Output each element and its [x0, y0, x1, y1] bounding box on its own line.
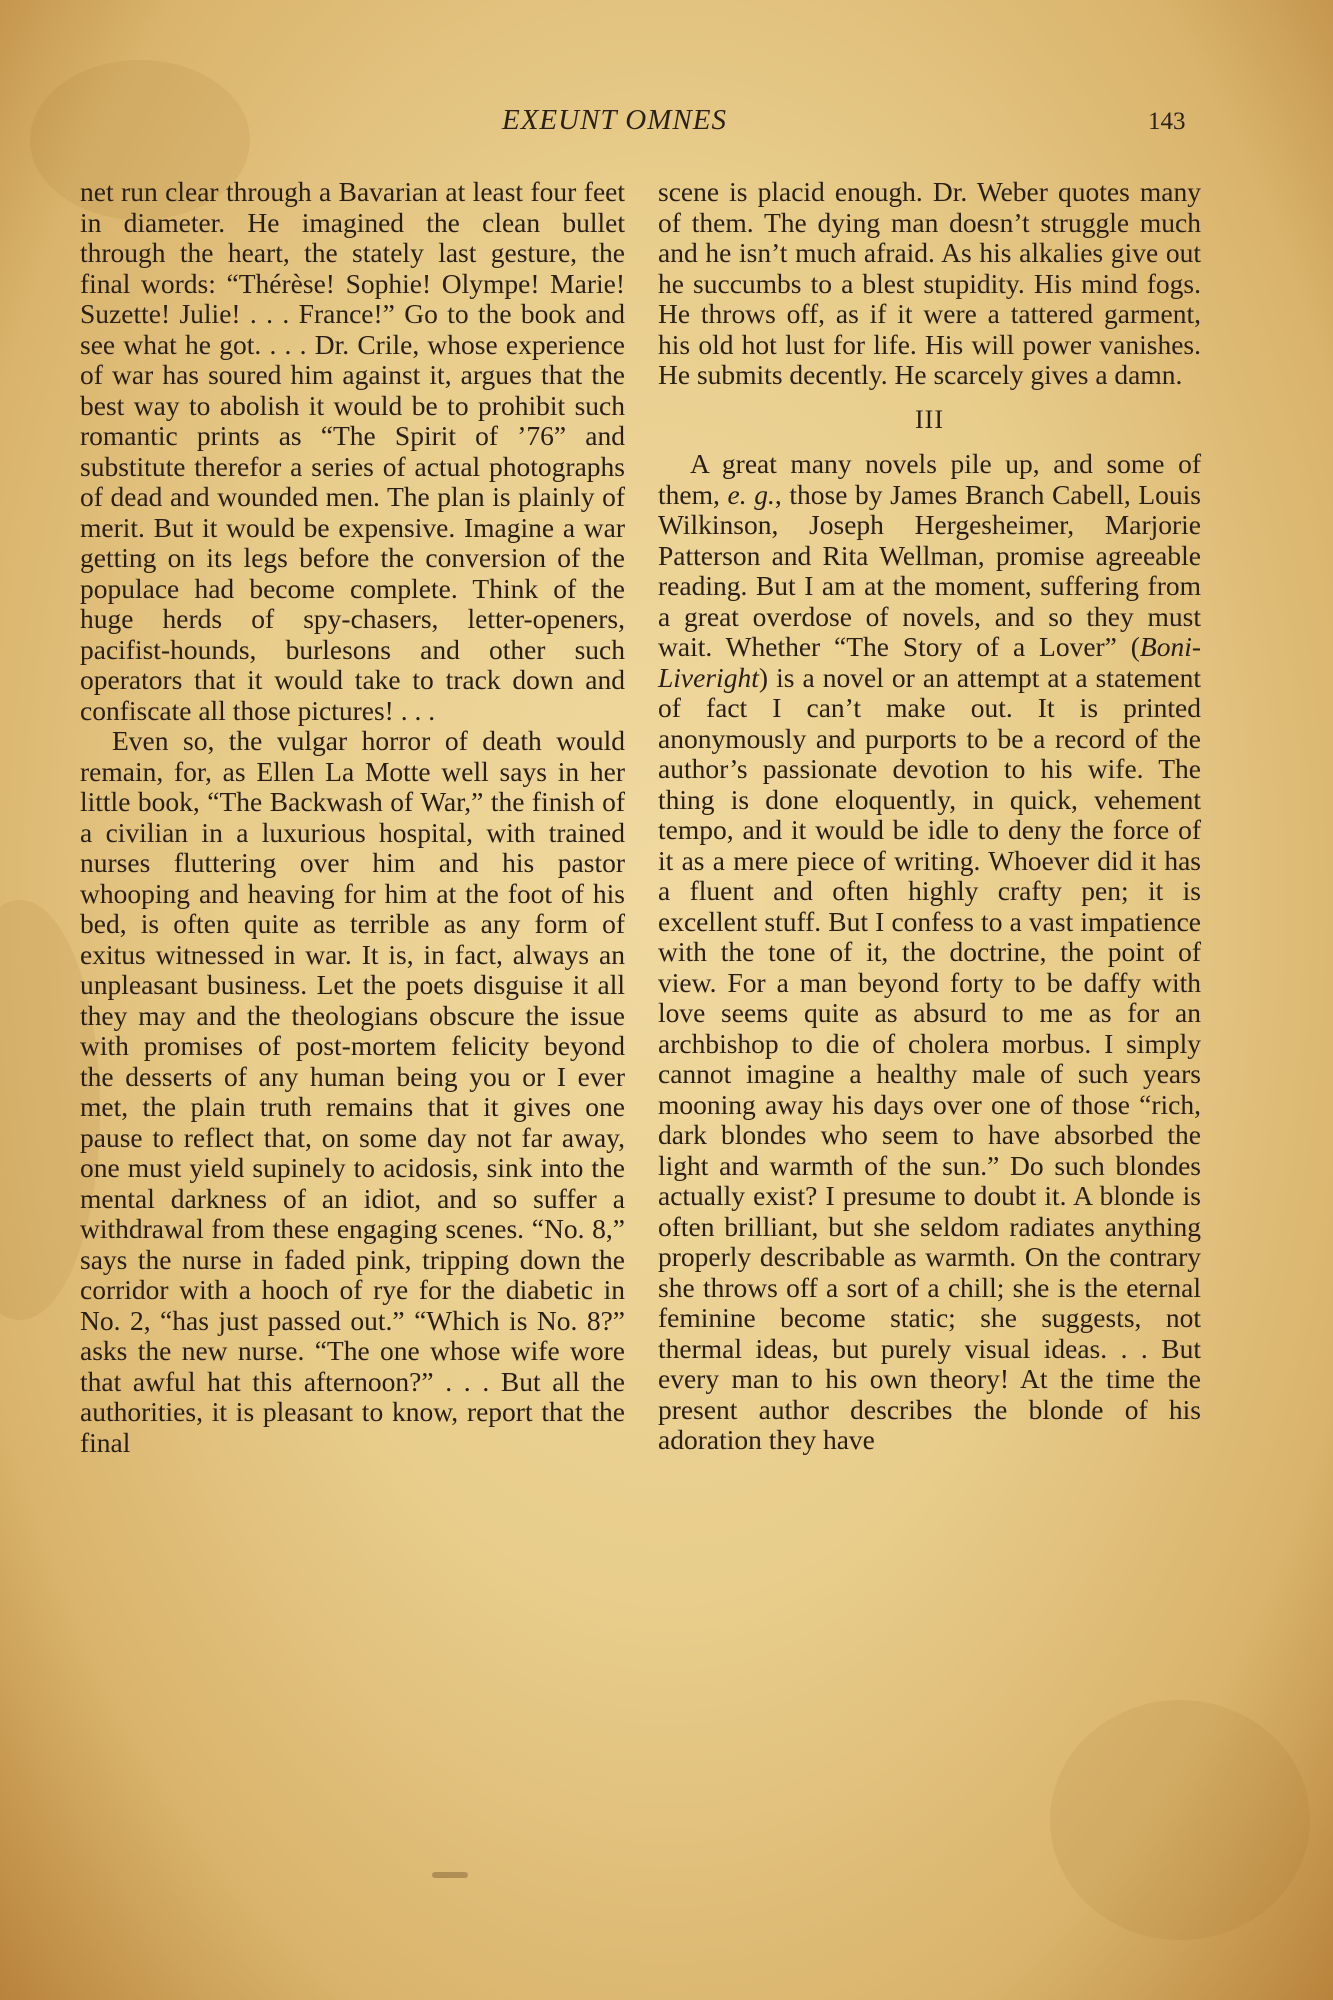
paragraph: Even so, the vulgar horror of death would remain, for, as Ellen La Motte well says in her little book, “The Backwash of War,” the finish of a civilian in a luxurious hospital, with trained nurses fluttering over him and his pastor whooping and heaving for him at the foot of his bed, is often quite as terrible as any form of exitus witnessed in war. It is, in fact, always an unpleasant business. Let the poets disguise it all they may and the theologians obscure the issue with promises of post-mortem felicity beyond the desserts of any human being you or I ever met, the plain truth remains that it gives one pause to reflect that, on some day not far away, one must yield supinely to acidosis, sink into the mental darkness of an idiot, and so suffer a withdrawal from these engaging scenes. “No. 8,” says the nurse in faded pink, tripping down the corridor with a hooch of rye for the diabetic in No. 2, “has just passed out.” “Which is No. 8?” asks the new nurse. “The one whose wife wore that awful hat this afternoon?” . . . But all the authorities, it is pleasant to know, report that the final: [80, 725, 625, 1458]
paragraph: scene is placid enough. Dr. Weber quotes many of them. The dying man doesn’t struggle much and he isn’t much afraid. As his alkalies give out he succumbs to a blest stupidity. His mind fogs. He throws off, as if it were a tattered garment, his old hot lust for life. His will power vanishes. He submits decently. He scarcely gives a damn.: [658, 176, 1201, 390]
paragraph-text: A great many novels pile up, and some of them,: [658, 448, 1201, 510]
left-column: [80, 177, 625, 1458]
page-stain: [1050, 1700, 1310, 1940]
publisher-name: Boni-Liveright: [658, 631, 1201, 693]
paragraph-text: , those by James Branch Cabell, Louis Wilkinson, Joseph Hergesheimer, Marjorie Patterson and Rita Wellman, promise agreeable reading. But I am at the moment, suffering from a great overdose of novels, and so they must wait. Whether “The Story of a Lover” (: [658, 478, 1201, 662]
right-column: [658, 177, 1201, 1456]
running-title: EXEUNT OMNES: [502, 104, 727, 136]
paragraph-text: ) is a novel or an attempt at a statement of fact I can’t make out. It is printed anonymously and purports to be a record of the author’s passionate devotion to his wife. The thing is done eloquently, in quick, vehement tempo, and it would be idle to deny the force of it as a mere piece of writing. Whoever did it has a fluent and often highly crafty pen; it is excellent stuff. But I confess to a vast impatience with the tone of it, the doctrine, the point of view. For a man beyond forty to be daffy with love seems quite as absurd to me as for an archbishop to die of cholera morbus. I simply cannot imagine a healthy male of such years mooning away his days over one of those “rich, dark blondes who seem to have absorbed the light and warmth of the sun.” Do such blondes actually exist? I presume to doubt it. A blonde is often brilliant, but she seldom radiates anything properly describable as warmth. On the contrary she throws off a sort of a chill; she is the eternal feminine become static; she suggests, not thermal ideas, but purely visual ideas. . . But every man to his own theory! At the time the present author describes the blonde of his adoration they have: [658, 661, 1201, 1455]
abbreviation: e. g.: [727, 478, 775, 510]
paragraph: [658, 449, 1201, 1456]
page-number: 143: [1148, 108, 1186, 135]
printer-ornament: [432, 1872, 468, 1878]
running-head: [0, 104, 1333, 144]
paragraph: net run clear through a Bavarian at least four feet in diameter. He imagined the clean bullet through the heart, the stately last gesture, the final words: “Thérèse! Sophie! Olympe! Marie! Suzette! Julie! . . . France!” Go to the book and see what he got. . . . Dr. Crile, whose experience of war has soured him against it, argues that the best way to abolish it would be to prohibit such romantic prints as “The Spirit of ’76” and substitute therefor a series of actual photographs of dead and wounded men. The plan is plainly of merit. But it would be expensive. Imagine a war getting on its legs before the conversion of the populace had become complete. Think of the huge herds of spy-chasers, letter-openers, pacifist-hounds, burlesons and other such operators that it would take to track down and confiscate all those pictures! . . .: [80, 176, 625, 726]
section-heading: III: [915, 404, 944, 434]
